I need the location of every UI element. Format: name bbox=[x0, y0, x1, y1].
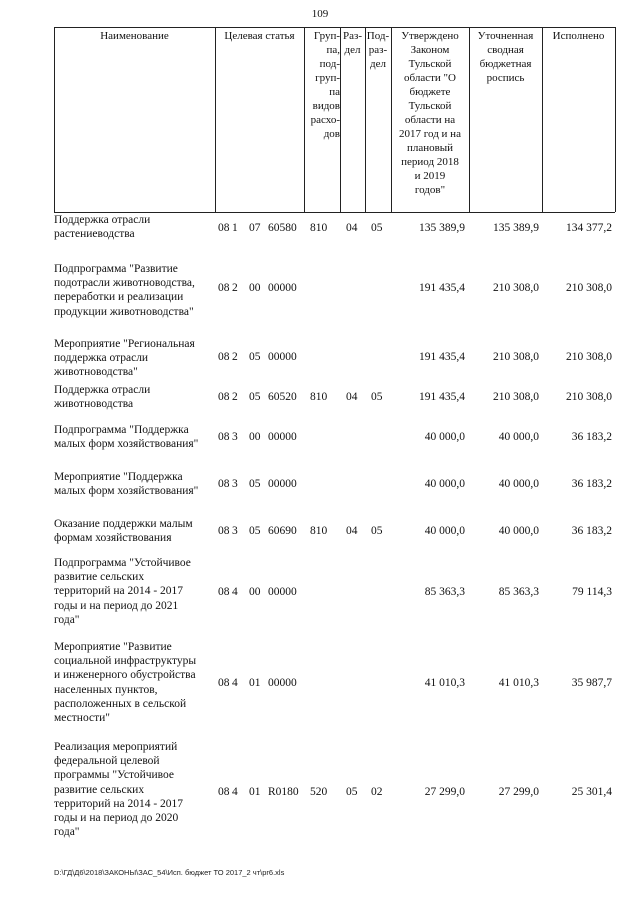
row-executed: 134 377,2 bbox=[566, 222, 612, 234]
row-refined: 210 308,0 bbox=[493, 351, 539, 363]
row-group: 810 bbox=[310, 222, 328, 234]
row-code-direction: R0180 bbox=[268, 786, 299, 798]
row-code-subprogram: 4 bbox=[232, 786, 238, 798]
row-executed: 210 308,0 bbox=[566, 351, 612, 363]
row-code-direction: 00000 bbox=[268, 478, 297, 490]
row-executed: 36 183,2 bbox=[571, 478, 612, 490]
header-divider bbox=[54, 27, 55, 212]
row-refined: 41 010,3 bbox=[498, 677, 539, 689]
row-name: Подпрограмма "Устойчивое развитие сельских территорий на 2014 - 2017 годы и на период до 2021 года" bbox=[54, 557, 191, 626]
row-refined: 40 000,0 bbox=[498, 431, 539, 443]
row-code-subprogram: 3 bbox=[232, 478, 238, 490]
row-code-activity: 00 bbox=[249, 586, 261, 598]
row-code-program: 08 bbox=[218, 586, 230, 598]
row-refined: 210 308,0 bbox=[493, 391, 539, 403]
row-name: Реализация мероприятий федеральной целевой программы "Устойчивое развитие сельских территорий на 2014 - 2017 годы и на период до 2020 года" bbox=[54, 741, 184, 839]
row-name: Поддержка отрасли животноводства bbox=[54, 384, 151, 411]
row-section: 04 bbox=[346, 222, 358, 234]
row-code-subprogram: 2 bbox=[232, 391, 238, 403]
row-code-program: 08 bbox=[218, 282, 230, 294]
row-refined: 27 299,0 bbox=[498, 786, 539, 798]
header-refined: Уточненная сводная бюджетная роспись bbox=[477, 30, 534, 84]
row-subsection: 02 bbox=[371, 786, 383, 798]
row-refined: 85 363,3 bbox=[498, 586, 539, 598]
row-subsection: 05 bbox=[371, 391, 383, 403]
row-approved: 41 010,3 bbox=[424, 677, 465, 689]
row-code-direction: 60690 bbox=[268, 525, 297, 537]
row-name: Мероприятие "Поддержка малых форм хозяйствования" bbox=[54, 471, 199, 498]
row-code-activity: 00 bbox=[249, 431, 261, 443]
row-section: 04 bbox=[346, 525, 358, 537]
row-group: 520 bbox=[310, 786, 328, 798]
row-code-subprogram: 4 bbox=[232, 586, 238, 598]
header-approved: Утверждено Законом Тульской области "О бюджете Тульской области на 2017 год и на плановый период 2018 и 2019 годов" bbox=[399, 30, 461, 196]
row-code-program: 08 bbox=[218, 431, 230, 443]
row-code-program: 08 bbox=[218, 525, 230, 537]
row-executed: 36 183,2 bbox=[571, 525, 612, 537]
row-name: Мероприятие "Региональная поддержка отрасли животноводства" bbox=[54, 338, 195, 379]
row-name: Подпрограмма "Поддержка малых форм хозяйствования" bbox=[54, 424, 199, 451]
header-group: Груп- па, под- груп- па видов расхо- дов bbox=[310, 30, 340, 140]
row-code-direction: 60520 bbox=[268, 391, 297, 403]
row-code-subprogram: 2 bbox=[232, 351, 238, 363]
header-divider bbox=[615, 27, 616, 212]
row-approved: 40 000,0 bbox=[424, 478, 465, 490]
row-code-activity: 00 bbox=[249, 282, 261, 294]
header-section: Раз- дел bbox=[342, 30, 362, 56]
row-refined: 135 389,9 bbox=[493, 222, 539, 234]
header-subsection: Под- раз- дел bbox=[366, 30, 390, 70]
row-code-program: 08 bbox=[218, 786, 230, 798]
row-code-program: 08 bbox=[218, 351, 230, 363]
row-name: Мероприятие "Развитие социальной инфраструктуры и инженерного обустройства населенных пунктов, расположенных в сельской местности" bbox=[54, 641, 197, 725]
page-number: 109 bbox=[311, 8, 329, 20]
row-approved: 191 435,4 bbox=[419, 391, 465, 403]
row-code-subprogram: 1 bbox=[232, 222, 238, 234]
row-code-direction: 00000 bbox=[268, 677, 297, 689]
row-executed: 25 301,4 bbox=[571, 786, 612, 798]
row-subsection: 05 bbox=[371, 525, 383, 537]
row-group: 810 bbox=[310, 391, 328, 403]
row-executed: 210 308,0 bbox=[566, 391, 612, 403]
header-target-article: Целевая статья bbox=[224, 30, 295, 42]
row-approved: 85 363,3 bbox=[424, 586, 465, 598]
row-approved: 40 000,0 bbox=[424, 431, 465, 443]
row-code-activity: 07 bbox=[249, 222, 261, 234]
row-code-activity: 05 bbox=[249, 391, 261, 403]
row-code-activity: 01 bbox=[249, 677, 261, 689]
row-code-program: 08 bbox=[218, 478, 230, 490]
row-code-activity: 01 bbox=[249, 786, 261, 798]
header-top-border bbox=[54, 27, 615, 28]
row-refined: 210 308,0 bbox=[493, 282, 539, 294]
row-group: 810 bbox=[310, 525, 328, 537]
header-divider bbox=[542, 27, 543, 212]
row-code-program: 08 bbox=[218, 222, 230, 234]
row-approved: 40 000,0 bbox=[424, 525, 465, 537]
row-section: 05 bbox=[346, 786, 358, 798]
header-name: Наименование bbox=[100, 30, 169, 42]
row-executed: 35 987,7 bbox=[571, 677, 612, 689]
row-name: Оказание поддержки малым формам хозяйствования bbox=[54, 518, 193, 545]
row-code-activity: 05 bbox=[249, 478, 261, 490]
row-executed: 36 183,2 bbox=[571, 431, 612, 443]
row-executed: 210 308,0 bbox=[566, 282, 612, 294]
row-section: 04 bbox=[346, 391, 358, 403]
row-code-program: 08 bbox=[218, 391, 230, 403]
row-code-direction: 00000 bbox=[268, 586, 297, 598]
row-code-direction: 60580 bbox=[268, 222, 297, 234]
row-executed: 79 114,3 bbox=[572, 586, 612, 598]
row-code-subprogram: 2 bbox=[232, 282, 238, 294]
header-divider bbox=[215, 27, 216, 212]
file-path-footer: D:\ГД\Д6\2018\ЗАКОНЫ\ЗАС_54\Исп. бюджет ТО 2017_2 чт\pr6.xls bbox=[54, 868, 285, 877]
row-approved: 27 299,0 bbox=[424, 786, 465, 798]
row-code-direction: 00000 bbox=[268, 282, 297, 294]
row-code-subprogram: 3 bbox=[232, 431, 238, 443]
header-executed: Исполнено bbox=[552, 30, 605, 42]
row-approved: 191 435,4 bbox=[419, 282, 465, 294]
row-approved: 135 389,9 bbox=[419, 222, 465, 234]
row-code-direction: 00000 bbox=[268, 351, 297, 363]
row-code-subprogram: 3 bbox=[232, 525, 238, 537]
row-code-activity: 05 bbox=[249, 351, 261, 363]
row-subsection: 05 bbox=[371, 222, 383, 234]
row-code-activity: 05 bbox=[249, 525, 261, 537]
row-name: Поддержка отрасли растениеводства bbox=[54, 214, 151, 241]
row-approved: 191 435,4 bbox=[419, 351, 465, 363]
row-code-program: 08 bbox=[218, 677, 230, 689]
row-refined: 40 000,0 bbox=[498, 525, 539, 537]
row-name: Подпрограмма "Развитие подотрасли животноводства, переработки и реализации продукции животноводства" bbox=[54, 263, 195, 318]
row-code-subprogram: 4 bbox=[232, 677, 238, 689]
row-code-direction: 00000 bbox=[268, 431, 297, 443]
row-refined: 40 000,0 bbox=[498, 478, 539, 490]
